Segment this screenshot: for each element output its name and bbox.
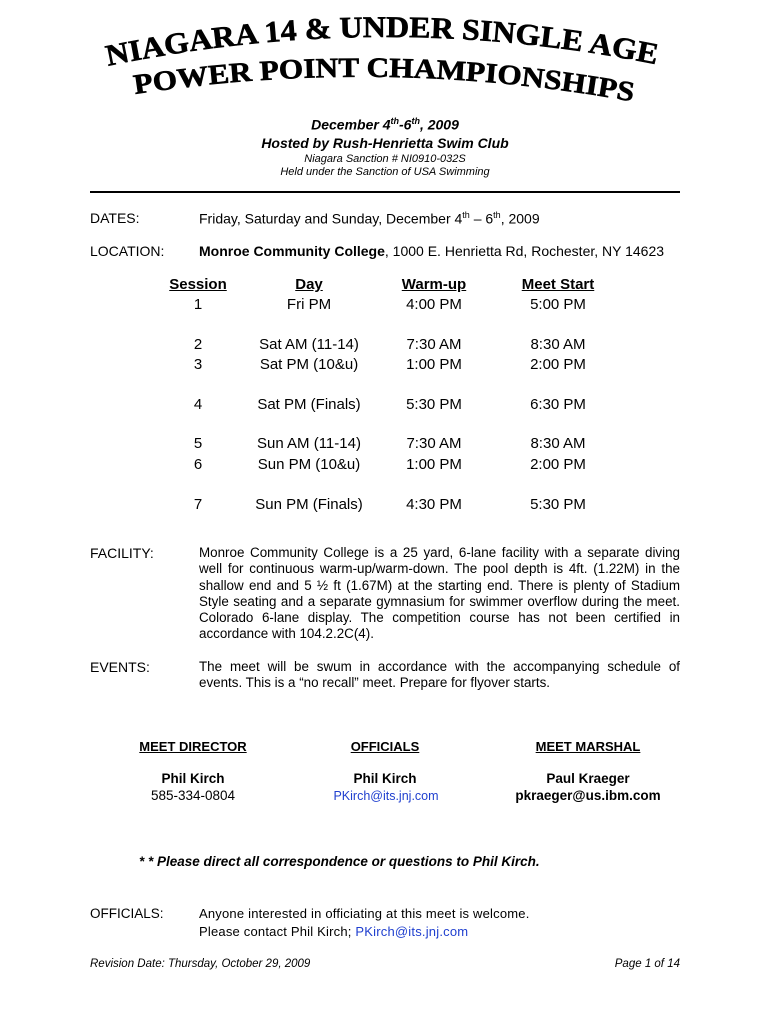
table-cell: Sat PM (10&u)	[259, 356, 359, 373]
usa-sanction: Held under the Sanction of USA Swimming	[280, 166, 490, 178]
officials-heading: OFFICIALS	[350, 739, 420, 754]
table-cell: 7:30 AM	[406, 435, 462, 452]
events-text: The meet will be swum in accordance with the accompanying schedule of events. This is a “no recall” meet. Prepare for flyover starts.	[199, 659, 680, 691]
table-cell: Sat AM (11-14)	[259, 336, 359, 353]
col-session-header: Session	[169, 276, 227, 293]
meet-marshal-email: pkraeger@us.ibm.com	[515, 788, 661, 803]
table-cell: 7:30 AM	[406, 336, 462, 353]
correspondence-note: * * Please direct all correspondence or questions to Phil Kirch.	[139, 854, 540, 869]
header-divider	[90, 191, 680, 193]
table-cell: 4:00 PM	[406, 296, 462, 313]
meet-marshal-heading: MEET MARSHAL	[535, 739, 641, 754]
table-cell: 2:00 PM	[530, 456, 586, 473]
table-cell: 8:30 AM	[530, 336, 586, 353]
table-cell: 1:00 PM	[406, 456, 462, 473]
col-warmup-header: Warm-up	[401, 276, 467, 293]
meet-marshal-name: Paul Kraeger	[546, 771, 630, 786]
table-cell: 2	[193, 336, 203, 353]
facility-label: FACILITY:	[90, 545, 154, 561]
col-meetstart-header: Meet Start	[521, 276, 595, 293]
col-day-header: Day	[295, 276, 323, 293]
table-cell: 3	[193, 356, 203, 373]
table-cell: 1:00 PM	[406, 356, 462, 373]
table-cell: 2:00 PM	[530, 356, 586, 373]
table-cell: 5:30 PM	[530, 496, 586, 513]
table-cell: 5:00 PM	[530, 296, 586, 313]
niagara-sanction: Niagara Sanction # NI0910-032S	[304, 153, 466, 165]
events-label: EVENTS:	[90, 659, 150, 675]
table-cell: 5	[193, 435, 203, 452]
host-club: Hosted by Rush-Henrietta Swim Club	[261, 135, 509, 151]
table-cell: 5:30 PM	[406, 396, 462, 413]
location-label: LOCATION:	[90, 243, 165, 259]
title-line-2: POWER POINT CHAMPIONSHIPS	[131, 52, 636, 109]
table-cell: 8:30 AM	[530, 435, 586, 452]
meet-director-phone: 585-334-0804	[150, 788, 236, 803]
table-cell: 1	[193, 296, 203, 313]
table-cell: 6	[193, 456, 203, 473]
table-cell: Sat PM (Finals)	[257, 396, 361, 413]
officials-line-2: Please contact Phil Kirch; PKirch@its.jnj.com	[199, 924, 469, 939]
dates-value: Friday, Saturday and Sunday, December 4th – 6th, 2009	[199, 210, 540, 227]
officials-email-link[interactable]: PKirch@its.jnj.com	[333, 789, 439, 803]
officials-name: Phil Kirch	[353, 771, 417, 786]
dates-label: DATES:	[90, 210, 140, 226]
table-cell: Sun PM (Finals)	[255, 496, 363, 513]
page-number: Page 1 of 14	[614, 958, 680, 970]
document-title	[0, 0, 770, 115]
location-value: Monroe Community College, 1000 E. Henrietta Rd, Rochester, NY 14623	[199, 243, 665, 259]
table-cell: 4:30 PM	[406, 496, 462, 513]
officials-contact-email-link[interactable]: PKirch@its.jnj.com	[355, 924, 469, 939]
table-cell: 6:30 PM	[530, 396, 586, 413]
officials-label: OFFICIALS:	[90, 906, 164, 921]
svg-text:POWER POINT CHAMPIONSHIPS	[132, 53, 637, 109]
table-cell: 7	[193, 496, 203, 513]
table-cell: 4	[193, 396, 203, 413]
officials-line-1: Anyone interested in officiating at this meet is welcome.	[199, 906, 530, 921]
table-cell: Sun AM (11-14)	[257, 435, 361, 452]
title-line-1: NIAGARA 14 & UNDER SINGLE AGE	[102, 10, 660, 73]
table-cell: Sun PM (10&u)	[257, 456, 361, 473]
meet-director-name: Phil Kirch	[161, 771, 225, 786]
facility-text: Monroe Community College is a 25 yard, 6-lane facility with a separate diving well for continuous warm-up/warm-down. The pool depth is 4ft. (1.22M) in the shallow end and 5 ½ ft (1.67M) at the starting end. There is plenty of Stadium Style seating and a separate gymnasium for swimmer overflow during the meet. Colorado 6-lane display. The competition course has not been certified in accordance with 104.2.2C(4).	[199, 545, 680, 642]
revision-date: Revision Date: Thursday, October 29, 2009	[90, 958, 311, 970]
meet-dates-heading: December 4th-6th, 2009	[311, 116, 459, 133]
table-cell: Fri PM	[286, 296, 332, 313]
meet-director-heading: MEET DIRECTOR	[139, 739, 247, 754]
